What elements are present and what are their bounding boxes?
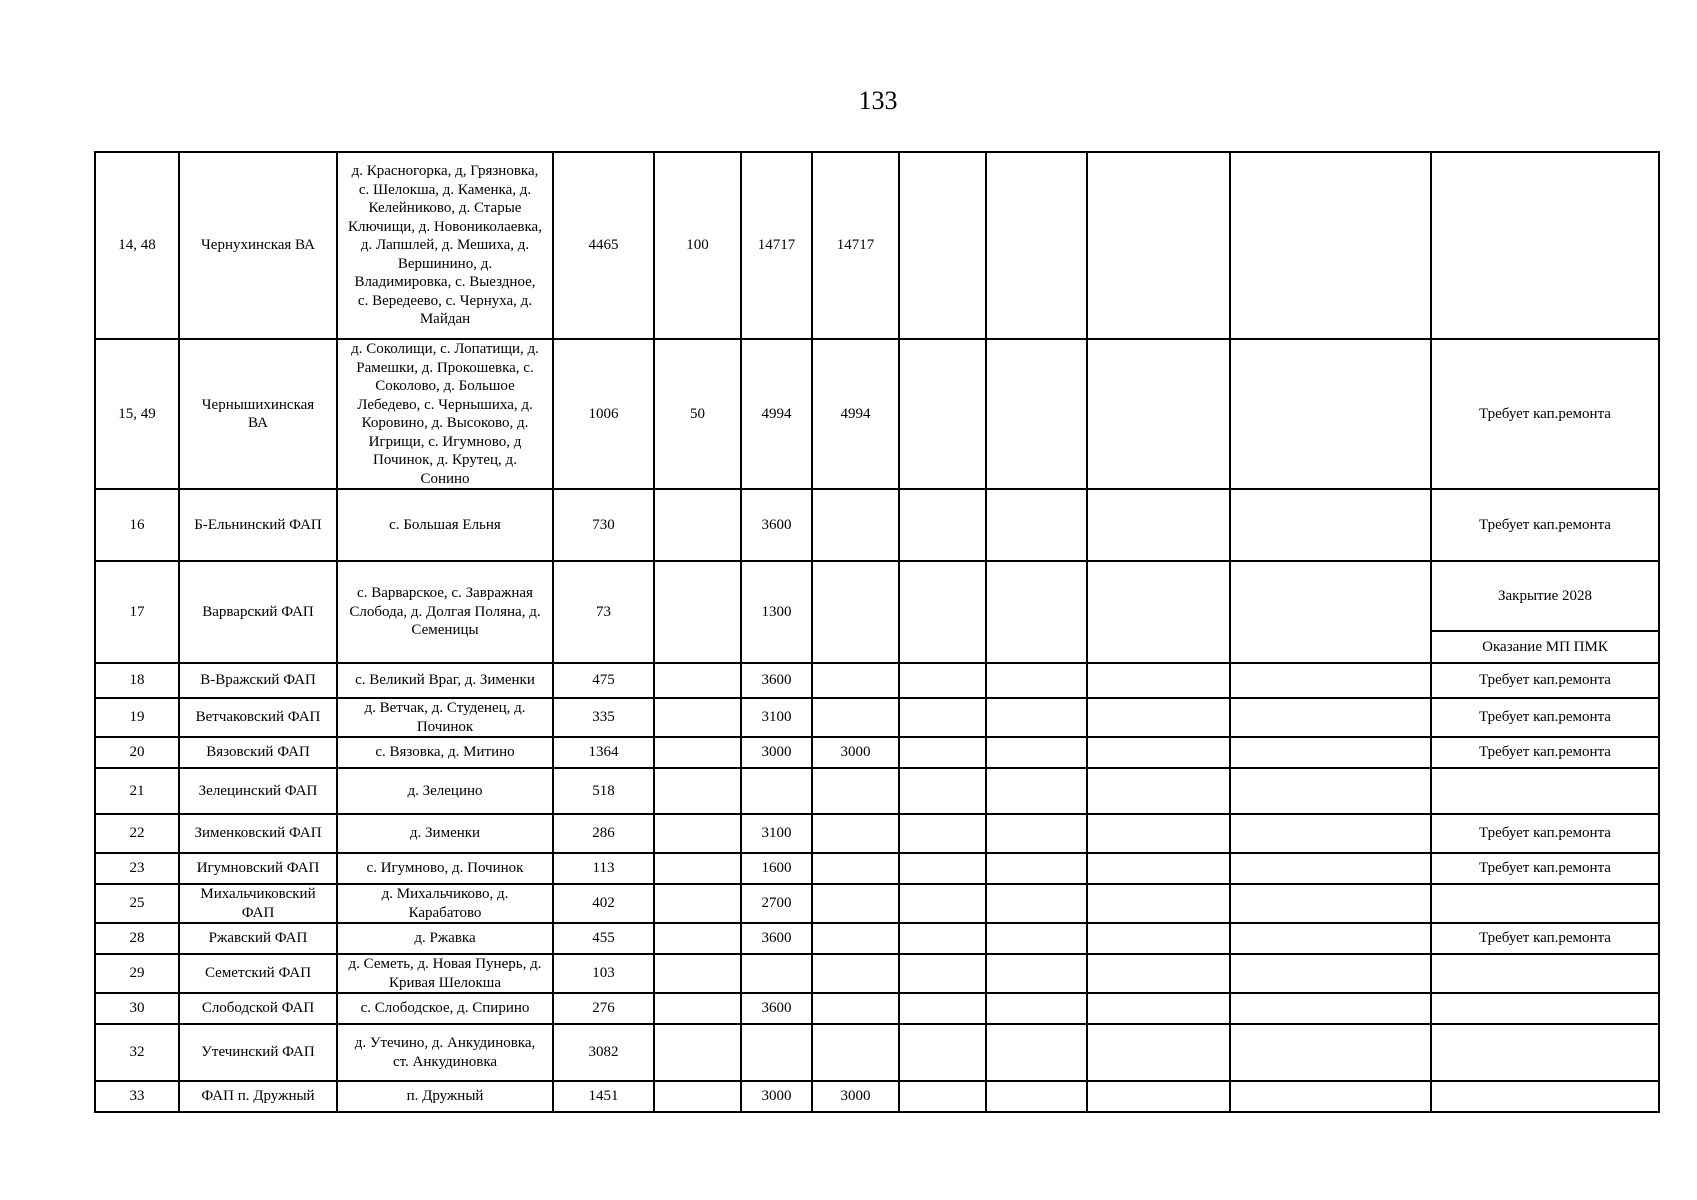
col6-value: [741, 1024, 812, 1081]
col7-value: [812, 768, 899, 814]
col4-value: 3082: [553, 1024, 654, 1081]
facility-name: Слободской ФАП: [179, 993, 337, 1024]
col5-value: [654, 768, 741, 814]
col6-value: 3100: [741, 698, 812, 737]
status-note: [1431, 993, 1659, 1024]
col5-value: [654, 737, 741, 768]
empty-cell: [986, 339, 1087, 489]
empty-cell: [986, 1024, 1087, 1081]
col7-value: [812, 489, 899, 561]
status-note: Требует кап.ремонта: [1431, 814, 1659, 853]
empty-cell: [1230, 884, 1431, 923]
empty-cell: [899, 993, 986, 1024]
col4-value: 1364: [553, 737, 654, 768]
empty-cell: [899, 663, 986, 698]
empty-cell: [1230, 768, 1431, 814]
col4-value: 455: [553, 923, 654, 954]
empty-cell: [899, 489, 986, 561]
col7-value: [812, 814, 899, 853]
facility-name: Михальчиковский ФАП: [179, 884, 337, 923]
settlements: д. Семеть, д. Новая Пунерь, д. Кривая Шелокша: [337, 954, 553, 993]
col4-value: 402: [553, 884, 654, 923]
col4-value: 73: [553, 561, 654, 663]
col7-value: [812, 663, 899, 698]
status-note: Требует кап.ремонта: [1431, 339, 1659, 489]
table-row: [95, 884, 1659, 923]
empty-cell: [986, 884, 1087, 923]
empty-cell: [899, 1024, 986, 1081]
row-number: 17: [95, 561, 179, 663]
settlements: д. Михальчиково, д. Карабатово: [337, 884, 553, 923]
col4-value: 4465: [553, 152, 654, 339]
col6-value: [741, 954, 812, 993]
col4-value: 113: [553, 853, 654, 884]
col6-value: 1300: [741, 561, 812, 663]
facility-name: Ржавский ФАП: [179, 923, 337, 954]
row-number: 22: [95, 814, 179, 853]
settlements: с. Вязовка, д. Митино: [337, 737, 553, 768]
empty-cell: [1087, 1024, 1230, 1081]
row-number: 23: [95, 853, 179, 884]
empty-cell: [1087, 152, 1230, 339]
col4-value: 286: [553, 814, 654, 853]
col5-value: [654, 814, 741, 853]
col7-value: [812, 853, 899, 884]
col6-value: 14717: [741, 152, 812, 339]
facility-name: Зелецинский ФАП: [179, 768, 337, 814]
col6-value: 3600: [741, 993, 812, 1024]
settlements: д. Ветчак, д. Студенец, д. Починок: [337, 698, 553, 737]
facility-name: Вязовский ФАП: [179, 737, 337, 768]
col5-value: [654, 561, 741, 663]
col5-value: [654, 993, 741, 1024]
empty-cell: [1230, 1024, 1431, 1081]
status-note: Требует кап.ремонта: [1431, 853, 1659, 884]
row-number: 15, 49: [95, 339, 179, 489]
status-note: Требует кап.ремонта: [1431, 698, 1659, 737]
col4-value: 335: [553, 698, 654, 737]
empty-cell: [899, 954, 986, 993]
row-number: 32: [95, 1024, 179, 1081]
empty-cell: [899, 884, 986, 923]
empty-cell: [986, 737, 1087, 768]
table-row: [95, 993, 1659, 1024]
status-note: Требует кап.ремонта: [1431, 923, 1659, 954]
facility-name: Утечинский ФАП: [179, 1024, 337, 1081]
row-number: 25: [95, 884, 179, 923]
empty-cell: [1087, 884, 1230, 923]
status-note: Требует кап.ремонта: [1431, 489, 1659, 561]
col4-value: 276: [553, 993, 654, 1024]
status-note: [1431, 954, 1659, 993]
empty-cell: [986, 698, 1087, 737]
col5-value: [654, 1024, 741, 1081]
status-note: Требует кап.ремонта: [1431, 737, 1659, 768]
col7-value: [812, 1024, 899, 1081]
row-number: 29: [95, 954, 179, 993]
empty-cell: [986, 152, 1087, 339]
facility-name: Семетский ФАП: [179, 954, 337, 993]
empty-cell: [1087, 853, 1230, 884]
empty-cell: [1087, 561, 1230, 663]
col4-value: 518: [553, 768, 654, 814]
col6-value: 3100: [741, 814, 812, 853]
col6-value: 2700: [741, 884, 812, 923]
empty-cell: [1230, 698, 1431, 737]
col5-value: [654, 853, 741, 884]
empty-cell: [1087, 339, 1230, 489]
col7-value: [812, 884, 899, 923]
settlements: д. Утечино, д. Анкудиновка, ст. Анкудиновка: [337, 1024, 553, 1081]
settlements: с. Игумново, д. Починок: [337, 853, 553, 884]
empty-cell: [1230, 853, 1431, 884]
col5-value: 100: [654, 152, 741, 339]
empty-cell: [986, 993, 1087, 1024]
settlements: д. Ржавка: [337, 923, 553, 954]
col6-value: 3600: [741, 923, 812, 954]
facility-name: Ветчаковский ФАП: [179, 698, 337, 737]
settlements: с. Великий Враг, д. Зименки: [337, 663, 553, 698]
empty-cell: [1230, 814, 1431, 853]
settlements: д. Соколищи, с. Лопатищи, д. Рамешки, д. Прокошевка, с. Соколово, д. Большое Лебедево, с. Чернышиха, д. Коровино, д. Высоково, д. Игрищи, с. Игумново, д Починок, д. Крутец, д. Сонино: [337, 339, 553, 489]
empty-cell: [899, 853, 986, 884]
col6-value: 1600: [741, 853, 812, 884]
facility-name: Варварский ФАП: [179, 561, 337, 663]
col7-value: [812, 954, 899, 993]
empty-cell: [899, 814, 986, 853]
row-number: 33: [95, 1081, 179, 1112]
empty-cell: [986, 1081, 1087, 1112]
empty-cell: [1230, 152, 1431, 339]
status-note: [1431, 884, 1659, 923]
table-row: [95, 663, 1659, 698]
col7-value: 14717: [812, 152, 899, 339]
table-row: [95, 737, 1659, 768]
col4-value: 1006: [553, 339, 654, 489]
settlements: п. Дружный: [337, 1081, 553, 1112]
empty-cell: [986, 663, 1087, 698]
col4-value: 103: [553, 954, 654, 993]
settlements: с. Большая Ельня: [337, 489, 553, 561]
empty-cell: [1087, 698, 1230, 737]
empty-cell: [1087, 814, 1230, 853]
col7-value: [812, 698, 899, 737]
empty-cell: [986, 954, 1087, 993]
empty-cell: [899, 737, 986, 768]
empty-cell: [899, 698, 986, 737]
table-row: [95, 768, 1659, 814]
settlements: с. Варварское, с. Завражная Слобода, д. Долгая Поляна, д. Семеницы: [337, 561, 553, 663]
facilities-table: [94, 151, 1660, 1113]
table-row: [95, 1081, 1659, 1112]
empty-cell: [899, 561, 986, 663]
empty-cell: [1087, 737, 1230, 768]
col5-value: [654, 698, 741, 737]
status-note: [1431, 152, 1659, 339]
empty-cell: [1230, 663, 1431, 698]
status-note-secondary: Оказание МП ПМК: [1431, 631, 1659, 663]
col6-value: 4994: [741, 339, 812, 489]
empty-cell: [899, 768, 986, 814]
col5-value: [654, 884, 741, 923]
empty-cell: [1087, 993, 1230, 1024]
row-number: 21: [95, 768, 179, 814]
col5-value: [654, 954, 741, 993]
status-note: [1431, 768, 1659, 814]
col7-value: [812, 993, 899, 1024]
table-row: [95, 814, 1659, 853]
table-row: [95, 853, 1659, 884]
col7-value: 3000: [812, 1081, 899, 1112]
col6-value: 3600: [741, 663, 812, 698]
empty-cell: [1087, 489, 1230, 561]
facility-name: Игумновский ФАП: [179, 853, 337, 884]
facility-name: ФАП п. Дружный: [179, 1081, 337, 1112]
row-number: 18: [95, 663, 179, 698]
status-note: [1431, 1024, 1659, 1081]
settlements: д. Красногорка, д, Грязновка, с. Шелокша, д. Каменка, д. Келейниково, д. Старые Ключищи, д. Новониколаевка, д. Лапшлей, д. Мешиха, д. Вершинино, д. Владимировка, с. Выездное, с. Вередеево, с. Чернуха, д. Майдан: [337, 152, 553, 339]
col5-value: [654, 1081, 741, 1112]
col5-value: [654, 923, 741, 954]
empty-cell: [1087, 1081, 1230, 1112]
settlements: с. Слободское, д. Спирино: [337, 993, 553, 1024]
table-row: [95, 561, 1659, 631]
row-number: 19: [95, 698, 179, 737]
empty-cell: [1087, 923, 1230, 954]
empty-cell: [899, 923, 986, 954]
col6-value: [741, 768, 812, 814]
table-row: [95, 954, 1659, 993]
table-row: [95, 339, 1659, 489]
empty-cell: [1230, 954, 1431, 993]
status-note: [1431, 1081, 1659, 1112]
settlements: д. Зименки: [337, 814, 553, 853]
col7-value: 3000: [812, 737, 899, 768]
col7-value: [812, 561, 899, 663]
empty-cell: [1230, 339, 1431, 489]
facility-name: Б-Ельнинский ФАП: [179, 489, 337, 561]
facility-name: Чернышихинская ВА: [179, 339, 337, 489]
table-body: [95, 152, 1659, 1112]
settlements: д. Зелецино: [337, 768, 553, 814]
col6-value: 3000: [741, 1081, 812, 1112]
table-row: [95, 152, 1659, 339]
facility-name: В-Вражский ФАП: [179, 663, 337, 698]
col6-value: 3000: [741, 737, 812, 768]
empty-cell: [1087, 663, 1230, 698]
empty-cell: [899, 1081, 986, 1112]
col4-value: 730: [553, 489, 654, 561]
status-note: Закрытие 2028: [1431, 561, 1659, 631]
empty-cell: [1230, 993, 1431, 1024]
table-row: [95, 923, 1659, 954]
empty-cell: [1087, 768, 1230, 814]
col4-value: 475: [553, 663, 654, 698]
empty-cell: [899, 152, 986, 339]
facility-name: Чернухинская ВА: [179, 152, 337, 339]
row-number: 20: [95, 737, 179, 768]
empty-cell: [1230, 489, 1431, 561]
empty-cell: [1230, 923, 1431, 954]
table-row: [95, 489, 1659, 561]
row-number: 30: [95, 993, 179, 1024]
empty-cell: [1087, 954, 1230, 993]
empty-cell: [1230, 737, 1431, 768]
col5-value: [654, 489, 741, 561]
status-note: Требует кап.ремонта: [1431, 663, 1659, 698]
col7-value: 4994: [812, 339, 899, 489]
empty-cell: [899, 339, 986, 489]
table-row: [95, 698, 1659, 737]
col6-value: 3600: [741, 489, 812, 561]
empty-cell: [986, 814, 1087, 853]
table-row: [95, 1024, 1659, 1081]
col4-value: 1451: [553, 1081, 654, 1112]
empty-cell: [1230, 1081, 1431, 1112]
empty-cell: [986, 768, 1087, 814]
facility-name: Зименковский ФАП: [179, 814, 337, 853]
col5-value: [654, 663, 741, 698]
row-number: 16: [95, 489, 179, 561]
empty-cell: [986, 853, 1087, 884]
col7-value: [812, 923, 899, 954]
empty-cell: [986, 923, 1087, 954]
row-number: 14, 48: [95, 152, 179, 339]
empty-cell: [1230, 561, 1431, 663]
page-number: 133: [858, 86, 898, 115]
row-number: 28: [95, 923, 179, 954]
empty-cell: [986, 561, 1087, 663]
col5-value: 50: [654, 339, 741, 489]
empty-cell: [986, 489, 1087, 561]
